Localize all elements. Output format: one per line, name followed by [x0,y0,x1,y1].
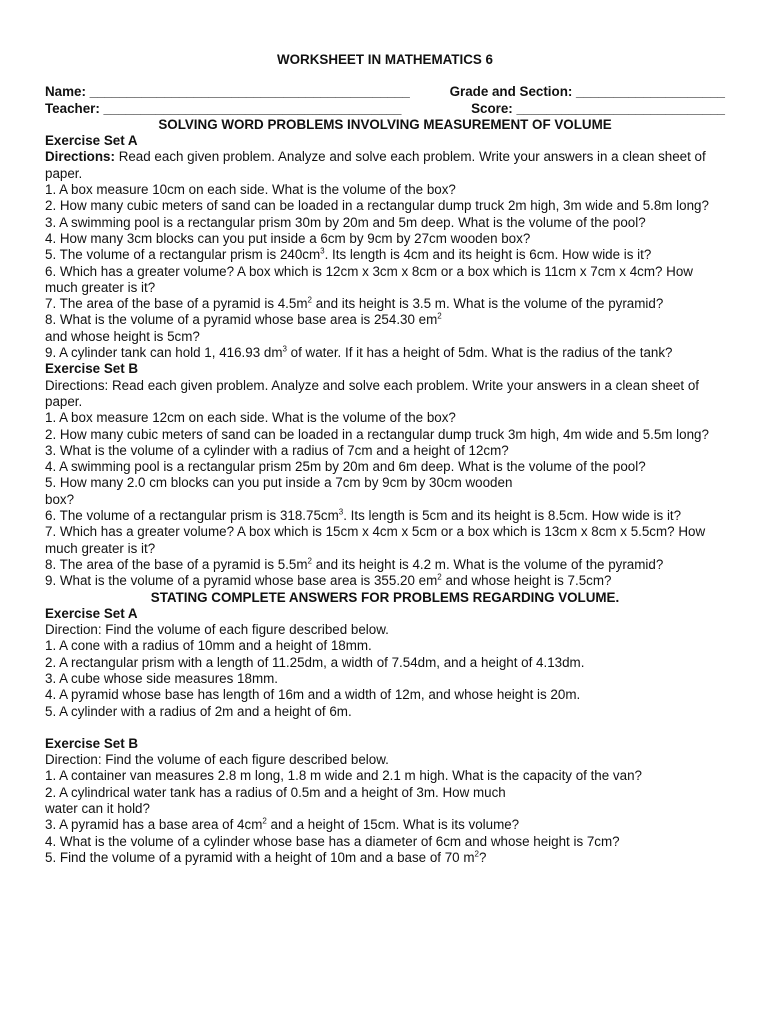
item-text: and its height is 4.2 m. What is the volume of the pyramid? [311,556,664,572]
superscript: 2 [474,849,479,859]
list-item: 4. A swimming pool is a rectangular prism 25m by 20m and 6m deep. What is the volume of the pool? [45,459,646,475]
list-item [45,508,725,524]
item-text: and a height of 15cm. What is its volume? [266,817,520,833]
list-item: 6. Which has a greater volume? A box which is 12cm x 3cm x 8cm or a box which is 11cm x 7cm x 4cm? How much greater is it? [45,263,693,295]
s2-exercise-a-direction: Direction: Find the volume of each figure described below. [45,622,389,638]
s2-exercise-b-heading: Exercise Set B [45,735,139,751]
list-item: 2. A rectangular prism with a length of 11.25dm, a width of 7.54dm, and a height of 4.13dm. [45,654,585,670]
item-text: of water. If it has a height of 5dm. What is the radius of the tank? [286,345,673,361]
section-1-title: SOLVING WORD PROBLEMS INVOLVING MEASUREMENT OF VOLUME [158,116,612,132]
s1-exercise-a-directions [45,149,725,182]
header-row-2 [45,101,725,117]
item-text: and its height is 3.5 m. What is the volume of the pyramid? [311,296,664,312]
list-item: 3. A cube whose side measures 18mm. [45,670,278,686]
item-text: . Its length is 5cm and its height is 8.5cm. How wide is it? [343,508,682,524]
list-item: 1. A cone with a radius of 10mm and a height of 18mm. [45,638,372,654]
item-text: 5. The volume of a rectangular prism is 240cm [45,247,321,263]
superscript: 3 [338,507,344,517]
list-item [45,573,725,589]
item-text: 6. The volume of a rectangular prism is 318.75cm [45,508,339,524]
item-text: ? [478,849,487,865]
list-item [45,785,725,818]
item-text: box? [45,491,75,507]
list-item: 7. Which has a greater volume? A box which is 15cm x 4cm x 5cm or a box which is 13cm x 8cm x 5.5cm? How much greater is it? [45,524,706,556]
item-text: 8. What is the volume of a pyramid whose base area is 254.30 em [45,312,438,328]
list-item [45,557,725,573]
list-item [45,817,725,833]
item-text: 3. A pyramid has a base area of 4cm [45,817,263,833]
superscript: 2 [262,816,267,826]
list-item [45,296,725,312]
list-item: 1. A box measure 10cm on each side. What is the volume of the box? [45,182,456,198]
list-item: 4. A pyramid whose base has length of 16m and a width of 12m, and whose height is 20m. [45,687,581,703]
list-item [45,312,725,345]
item-text: water can it hold? [45,801,150,817]
teacher-label: Teacher: ________________________________________ [45,100,402,116]
spacer [45,720,725,736]
item-text: and whose height is 7.5cm? [441,573,612,589]
section-2-title: STATING COMPLETE ANSWERS FOR PROBLEMS REGARDING VOLUME. [150,589,620,605]
superscript: 2 [437,572,442,582]
item-text: 5. How many 2.0 cm blocks can you put inside a 7cm by 9cm by 30cm wooden [45,475,513,491]
s2-exercise-b-direction: Direction: Find the volume of each figure described below. [45,752,389,768]
list-item [45,850,725,866]
list-item: 5. A cylinder with a radius of 2m and a height of 6m. [45,703,352,719]
name-label: Name: ___________________________________________ [45,84,410,100]
directions-label: Directions: [45,149,115,165]
superscript: 2 [307,295,312,305]
list-item: 3. A swimming pool is a rectangular prism 30m by 20m and 5m deep. What is the volume of the pool? [45,214,646,230]
list-item: 2. How many cubic meters of sand can be loaded in a rectangular dump truck 2m high, 3m wide and 5.8m long? [45,198,709,214]
item-text: 9. A cylinder tank can hold 1, 416.93 dm [45,345,283,361]
item-text: and whose height is 5cm? [45,328,200,344]
s1-exercise-b-heading: Exercise Set B [45,361,139,377]
worksheet-title: WORKSHEET IN MATHEMATICS 6 [277,52,493,67]
s2-exercise-a-heading: Exercise Set A [45,605,138,621]
worksheet-page [45,48,725,866]
s1-exercise-a-heading: Exercise Set A [45,133,138,149]
list-item: 4. What is the volume of a cylinder whose base has a diameter of 6cm and whose height is 7cm? [45,833,620,849]
header-row-1 [45,84,725,100]
directions-text: Read each given problem. Analyze and solve each problem. Write your answers in a clean sheet of paper. [45,149,706,181]
s1-exercise-b-directions: Directions: Read each given problem. Analyze and solve each problem. Write your answers in a clean sheet of paper. [45,377,700,409]
item-text: . Its length is 4cm and its height is 6cm. How wide is it? [324,247,652,263]
item-text: 5. Find the volume of a pyramid with a height of 10m and a base of 70 m [45,849,475,865]
item-text: 8. The area of the base of a pyramid is 5.5m [45,556,308,572]
list-item [45,475,725,508]
superscript: 3 [320,246,325,256]
grade-section-label: Grade and Section: ____________________ [449,84,725,100]
list-item: 1. A box measure 12cm on each side. What is the volume of the box? [45,410,456,426]
list-item: 2. How many cubic meters of sand can be loaded in a rectangular dump truck 3m high, 4m wide and 5.5m long? [45,426,709,442]
superscript: 2 [437,311,442,321]
list-item: 3. What is the volume of a cylinder with a radius of 7cm and a height of 12cm? [45,442,509,458]
list-item: 1. A container van measures 2.8 m long, 1.8 m wide and 2.1 m high. What is the capacity of the van? [45,768,642,784]
item-text: 2. A cylindrical water tank has a radius of 0.5m and a height of 3m. How much [45,784,506,800]
superscript: 2 [307,556,312,566]
item-text: 7. The area of the base of a pyramid is 4.5m [45,296,308,312]
item-text: 9. What is the volume of a pyramid whose base area is 355.20 em [45,573,438,589]
list-item: 4. How many 3cm blocks can you put inside a 6cm by 9cm by 27cm wooden box? [45,230,531,246]
list-item [45,247,725,263]
score-label: Score: ____________________________ [471,100,725,116]
list-item [45,345,725,361]
superscript: 3 [282,344,287,354]
